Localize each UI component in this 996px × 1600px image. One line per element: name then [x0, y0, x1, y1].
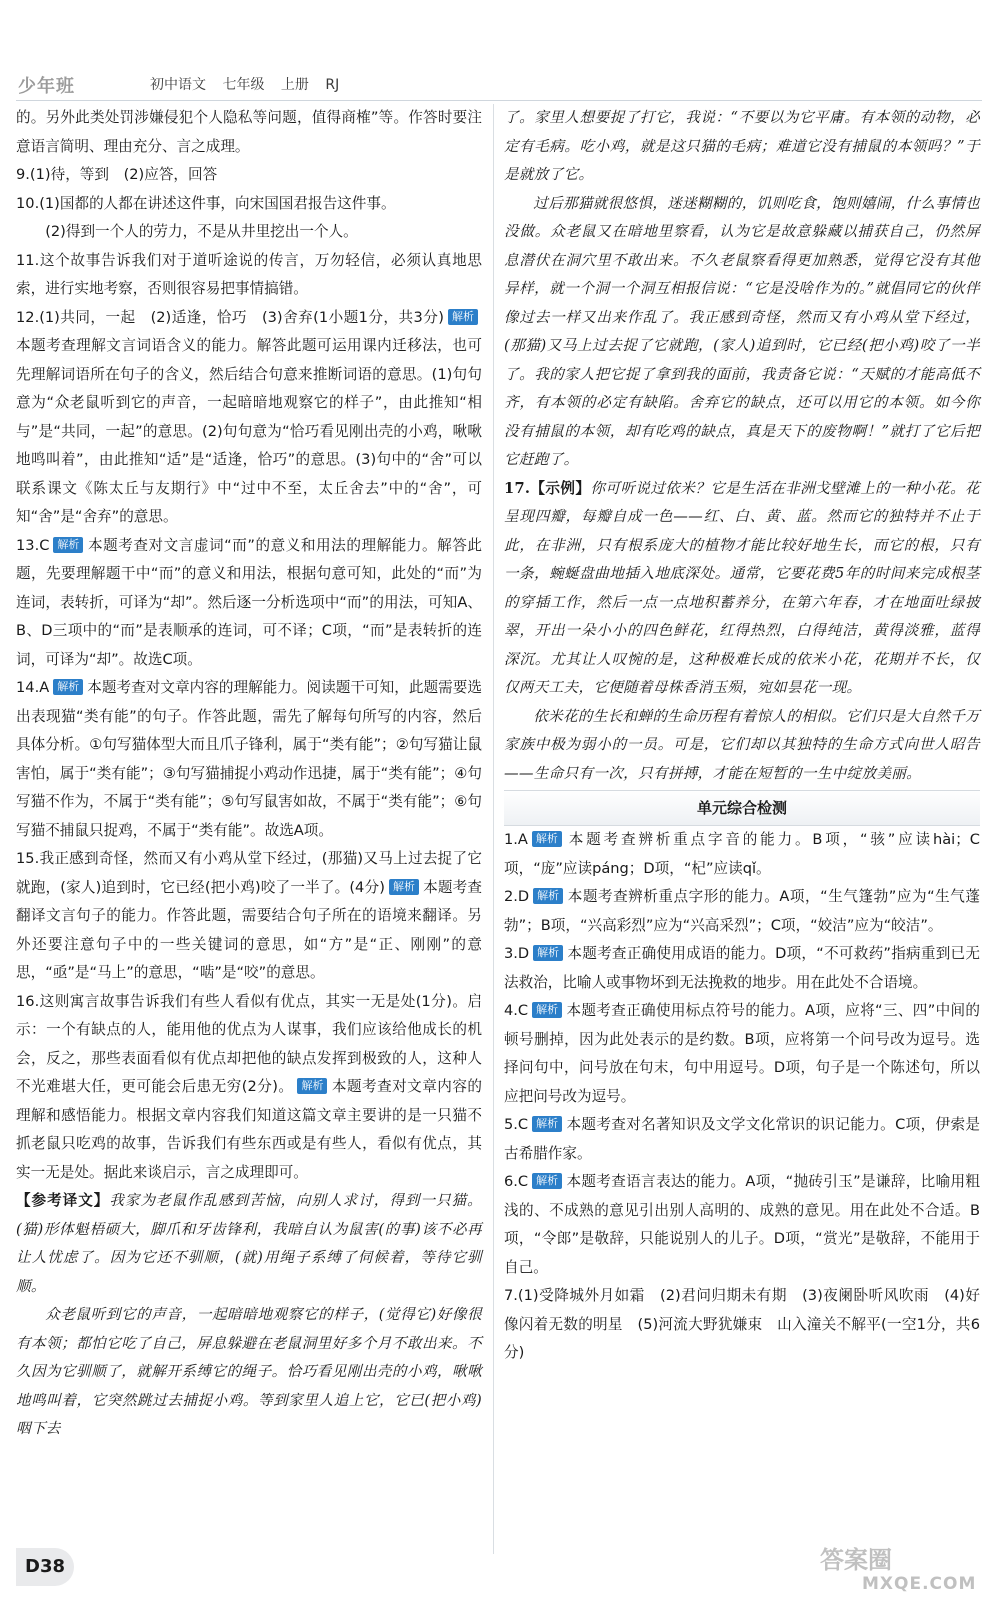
reference-translation-2: 众老鼠听到它的声音，一起暗暗地观察它的样子，(觉得它)好像很有本领；都怕它吃了自己，屏息躲避在老鼠洞里好多个月不敢出来。不久因为它驯顺了，就解开系缚它的绳子。恰巧看见刚出壳的小鸡，啾啾地鸣叫着，它突然跳过去捕捉小鸡。等到家里人追上它，它已(把小鸡)咽下去 [16, 1306, 482, 1437]
answer-15 [16, 845, 482, 988]
unit-answer-6-body: 本题考查语言表达的能力。A项，“抛砖引玉”是谦辞，比喻用粗浅的、不成熟的意见引出别人高明的、成熟的意见。用在此处不合适。B项，“令郎”是敬辞，只能说别人的儿子。D项，“赏光”是敬辞，不能用于自己。 [504, 1173, 980, 1276]
intro-text: 的。另外此类处罚涉嫌侵犯个人隐私等问题，值得商榷”等。作答时要注意语言简明、理由充分、言之成理。 [16, 109, 482, 155]
analysis-tag: 解析 [532, 1002, 562, 1018]
answer-17-lead: 17.【示例】 [504, 479, 591, 497]
unit-answer-1 [504, 826, 980, 883]
analysis-tag: 解析 [532, 831, 562, 847]
answer-13 [16, 532, 482, 675]
answer-14 [16, 674, 482, 845]
answer-15-lead: 15.我正感到奇怪，然而又有小鸡从堂下经过，(那猫)又马上过去捉了它就跑，(家人)追到时，它已经(把小鸡)咬了一半了。(4分) [16, 850, 482, 896]
unit-answer-1-lead: 1.A [504, 831, 528, 848]
answer-16-body: 本题考查对文章内容的理解和感悟能力。根据文章内容我们知道这篇文章主要讲的是一只猫不抓老鼠只吃鸡的故事，告诉我们有些东西或是有些人，看似有优点，其实一无是处。据此来谈启示，言之成理即可。 [16, 1078, 482, 1181]
grade-label: 七年级 [222, 77, 265, 93]
analysis-tag: 解析 [532, 1173, 562, 1189]
unit-answer-3 [504, 940, 980, 997]
edition-label: RJ [325, 77, 340, 93]
unit-answer-2-lead: 2.D [504, 888, 530, 905]
analysis-tag: 解析 [533, 945, 563, 961]
brand-logo-text: 少年班 [18, 76, 75, 97]
section-title: 单元综合检测 [504, 790, 980, 826]
analysis-tag: 解析 [53, 679, 83, 695]
analysis-tag: 解析 [448, 309, 478, 325]
page-number: D38 [16, 1548, 74, 1586]
unit-answer-4 [504, 997, 980, 1111]
unit-answer-1-body: 本题考查辨析重点字音的能力。B项，“骇”应读hài；C项，“庞”应读páng；D项，“杞”应读qǐ。 [504, 831, 980, 877]
answer-11: 11.这个故事告诉我们对于道听途说的传言，万勿轻信，必须认真地思索，进行实地考察，否则很容易把事情搞错。 [16, 251, 482, 297]
unit-answer-3-body: 本题考查正确使用成语的能力。D项，“不可救药”指病重到已无法救治，比喻人或事物坏到无法挽救的地步。用在此处不合语境。 [504, 945, 980, 991]
answer-10a: 10.(1)国都的人都在讲述这件事，向宋国国君报告这件事。 [16, 194, 396, 212]
unit-answer-5-body: 本题考查对名著知识及文学文化常识的识记能力。C项，伊索是古希腊作家。 [504, 1116, 980, 1162]
unit-answer-2 [504, 883, 980, 940]
unit-answer-6 [504, 1168, 980, 1282]
page-header [0, 0, 996, 100]
column-divider [493, 104, 494, 1554]
watermark-logo: 答案圈 [820, 1546, 892, 1574]
unit-answer-2-body: 本题考查辨析重点字形的能力。A项，“生气篷勃”应为“生气蓬勃”；B项，“兴高彩烈”应为“兴高采烈”；C项，“姣洁”应为“皎洁”。 [504, 888, 980, 934]
answer-9: 9.(1)待，等到 (2)应答，回答 [16, 166, 218, 183]
answer-12-body: 本题考查理解文言词语含义的能力。解答此题可运用课内迁移法，也可先理解词语所在句子的含义，然后结合句意来推断词语的意思。(1)句句意为“众老鼠听到它的声音，一起暗暗地观察它的样子”，由此推知“相与”是“共同，一起”的意思。(2)句句意为“恰巧看见刚出壳的小鸡，啾啾地鸣叫着”，由此推知“适”是“适逢，恰巧”的意思。(3)句中的“舍”可以联系课文《陈太丘与友期行》中“过中不至，太丘舍去”中的“舍”，可知“舍”是“舍弃”的意思。 [16, 337, 482, 525]
unit-answer-5-lead: 5.C [504, 1116, 529, 1133]
left-column [16, 104, 482, 1444]
header-rule [16, 100, 982, 101]
reference-translation-3: 了。家里人想要捉了打它，我说：“不要以为它平庸。有本领的动物，必定有毛病。吃小鸡，就是这只猫的毛病；难道它没有捕鼠的本领吗？”于是就放了它。 [504, 109, 980, 183]
right-column [504, 104, 980, 1368]
analysis-tag: 解析 [389, 879, 419, 895]
unit-answer-5 [504, 1111, 980, 1168]
answer-12 [16, 304, 482, 532]
reference-text-1: 我家为老鼠作乱感到苦恼，向别人求讨，得到一只猫。(猫)形体魁梧硕大，脚爪和牙齿锋利，我暗自认为鼠害(的事)该不必再让人忧虑了。因为它还不驯顺，(就)用绳子系缚了伺候着，等待它驯顺。 [16, 1192, 483, 1295]
subject-label: 初中语文 [150, 77, 206, 93]
reference-label: 【参考译文】 [16, 1192, 110, 1209]
answer-10b: (2)得到一个人的劳力，不是从井里挖出一个人。 [45, 223, 358, 240]
answer-17-text-2: 依米花的生长和蝉的生命历程有着惊人的相似。它们只是大自然千万家族中极为弱小的一员。可是，它们却以其独特的生命方式向世人昭告——生命只有一次，只有拼搏，才能在短暂的一生中绽放美丽。 [504, 707, 981, 782]
reference-translation-1 [16, 1187, 482, 1301]
answer-14-lead: 14.A [16, 679, 50, 696]
analysis-tag: 解析 [53, 537, 83, 553]
answer-12-lead: 12.(1)共同，一起 (2)适逢，恰巧 (3)舍弃(1小题1分，共3分) [16, 308, 444, 326]
answer-14-body: 本题考查对文章内容的理解能力。阅读题干可知，此题需要选出表现猫“类有能”的句子。作答此题，需先了解每句所写的内容，然后具体分析。①句写猫体型大而且爪子锋利，属于“类有能”；②句写猫让鼠害怕，属于“类有能”；③句写猫捕捉小鸡动作迅捷，属于“类有能”；④句写猫不作为，不属于“类有能”；⑤句写鼠害如故，不属于“类有能”；⑥句写猫不捕鼠只捉鸡，不属于“类有能”。故选A项。 [16, 679, 482, 839]
answer-13-lead: 13.C [16, 536, 50, 554]
answer-17-text-1: 你可听说过依米？它是生活在非洲戈壁滩上的一种小花。花呈现四瓣，每瓣自成一色——红、白、黄、蓝。然而它的独特并不止于此，在非洲，只有根系庞大的植物才能比较好地生长，而它的根，只有一条，蜿蜒盘曲地插入地底深处。通常，它要花费5年的时间来完成根茎的穿插工作，然后一点一点地积蓄养分，在第六年春，才在地面吐绿披翠，开出一朵小小的四色鲜花，红得热烈，白得纯洁，黄得淡雅，蓝得深沉。尤其让人叹惋的是，这种极难长成的依米小花，花期并不长，仅仅两天工夫，它便随着母株香消玉殒，宛如昙花一现。 [504, 479, 980, 696]
book-meta [150, 74, 351, 94]
answer-13-body: 本题考查对文言虚词“而”的意义和用法的理解能力。解答此题，先要理解题干中“而”的意义和用法，根据句意可知，此处的“而”为连词，表转折，可译为“却”。然后逐一分析选项中“而”的用法，可知A、B、D三项中的“而”是表顺承的连词，可不译；C项，“而”是表转折的连词，可译为“却”。故选C项。 [16, 536, 482, 668]
unit-answer-4-lead: 4.C [504, 1002, 529, 1019]
brand-logo [18, 72, 75, 96]
unit-answer-3-lead: 3.D [504, 945, 530, 962]
analysis-tag: 解析 [532, 1116, 562, 1132]
answer-16-lead: 16.这则寓言故事告诉我们有些人看似有优点，其实一无是处(1分)。启示：一个有缺点的人，能用他的优点为人谋事，我们应该给他成长的机会，反之，那些表面看似有优点却把他的缺点发挥到极致的人，这种人不光难堪大任，更可能会后患无穷(2分)。 [16, 992, 482, 1095]
analysis-tag: 解析 [533, 888, 563, 904]
unit-answer-4-body: 本题考查正确使用标点符号的能力。A项，应将“三、四”中间的顿号删掉，因为此处表示的是约数。B项，应将第一个问号改为逗号。选择问句中，问号放在句末，句中用逗号。D项，句子是一个陈述句，所以应把问号改为逗号。 [504, 1002, 980, 1105]
analysis-tag: 解析 [297, 1078, 327, 1094]
volume-label: 上册 [280, 77, 309, 93]
unit-answer-7: 7.(1)受降城外月如霜 (2)君问归期未有期 (3)夜阑卧听风吹雨 (4)好像闪着无数的明星 (5)河流大野犹嫌束 山入潼关不解平(一空1分，共6分) [504, 1287, 980, 1361]
reference-translation-4: 过后那猫就很悠惧，迷迷糊糊的，饥则吃食，饱则嬉闹，什么事情也没做。众老鼠又在暗地里察看，认为它是故意躲藏以捕获自己，仍然屏息潜伏在洞穴里不敢出来。不久老鼠察看得更加熟悉，觉得它没有其他异样，就一个洞一个洞互相报信说：“它是没啥作为的。”就倡同它的伙伴像过去一样又出来作乱了。我正感到奇怪，然而又有小鸡从堂下经过，(那猫)又马上过去捉了它就跑，(家人)追到时，它已经(把小鸡)咬了一半了。我的家人把它捉了拿到我的面前，我责备它说：“天赋的才能高低不齐，有本领的必定有缺陷。舍弃它的缺点，还可以用它的本领。如今你没有捕鼠的本领，却有吃鸡的缺点，真是天下的废物啊！”就打了它后把它赶跑了。 [504, 194, 981, 468]
answer-16 [16, 988, 482, 1188]
answer-17 [504, 475, 980, 703]
unit-answer-6-lead: 6.C [504, 1173, 529, 1190]
answer-15-body: 本题考查翻译文言句子的能力。作答此题，需要结合句子所在的语境来翻译。另外还要注意句子中的一些关键词的意思，如“方”是“正、刚刚”的意思，“亟”是“马上”的意思，“啮”是“咬”的意思。 [16, 878, 482, 981]
watermark-url: MXQE.COM [862, 1574, 977, 1594]
